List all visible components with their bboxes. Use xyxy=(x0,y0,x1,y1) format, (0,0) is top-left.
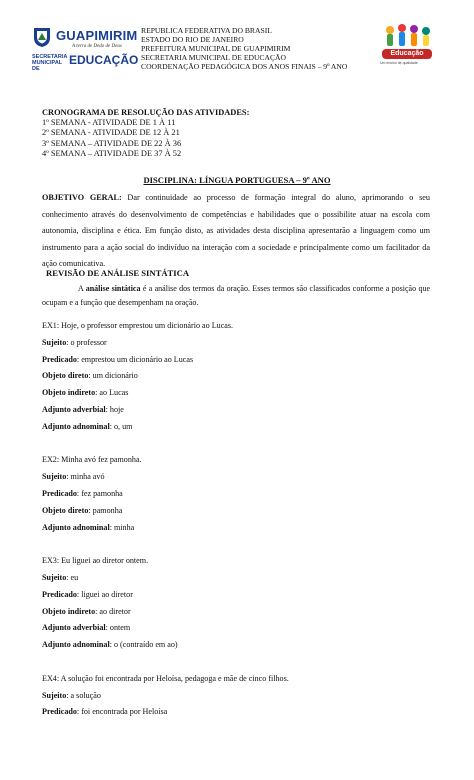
secretaria-label: SECRETARIA MUNICIPAL DE xyxy=(32,54,68,72)
term-label: Adjunto adnominal xyxy=(42,640,110,650)
schedule-item: 4º SEMANA – ATIVIDADE DE 37 À 52 xyxy=(42,148,182,158)
schedule-item: 3º SEMANA – ATIVIDADE DE 22 À 36 xyxy=(42,138,182,148)
term-row xyxy=(42,402,432,419)
example-sentence: EX4: A solução foi encontrada por Heloísa, pedagoga e mãe de cinco filhos. xyxy=(42,673,289,683)
term-label: Objeto direto xyxy=(42,505,89,515)
objective-text: Dar continuidade ao processo de formação integral do aluno, aprimorando o seu conhecimento através do desenvolvimento de competências e habilidades que o possibilite atuar na escola com autonomia, disciplina e ética. Em função disto, as atividades desta disciplina apresentarão a linguagem como um instrumento para a ação social do indivíduo na interação com a sociedade e principalmente como um facilitador da ação comunicativa. xyxy=(42,193,430,268)
term-value: : minha xyxy=(109,522,135,532)
education-logo-title: Educação xyxy=(382,49,432,59)
header-line: REPUBLICA FEDERATIVA DO BRASIL xyxy=(141,26,272,35)
guapimirim-logo xyxy=(32,26,139,76)
term-row xyxy=(42,469,432,486)
municipal-crest-icon xyxy=(32,26,52,48)
term-label: Predicado xyxy=(42,354,77,364)
example-sentence: EX1: Hoje, o professor emprestou um dicionário ao Lucas. xyxy=(42,321,234,330)
term-row xyxy=(42,419,432,436)
term-row xyxy=(42,486,432,503)
term-row xyxy=(42,637,432,654)
term-row xyxy=(42,368,432,385)
term-label: Predicado xyxy=(42,707,77,717)
header-line: COORDENAÇÃO PEDAGÓGICA DOS ANOS FINAIS – 9º ANO xyxy=(141,62,348,71)
term-value: : o professor xyxy=(66,337,107,347)
term-row xyxy=(42,520,432,537)
term-value: : um dicionário xyxy=(88,371,138,381)
term-row xyxy=(42,352,432,369)
term-label: Objeto indireto xyxy=(42,606,96,616)
education-logo-subtitle: Um ensino de qualidade xyxy=(380,61,418,65)
discipline-heading: DISCIPLINA: LÍNGUA PORTUGUESA – 9º ANO xyxy=(143,175,331,185)
intro-rest: é a análise dos termos da oração. Esses termos são classificados conforme a posição que ocupam e a função que desempenham na oração. xyxy=(42,284,430,307)
term-label: Predicado xyxy=(42,488,77,498)
term-value: : hoje xyxy=(105,404,124,414)
term-row xyxy=(42,587,432,604)
term-row xyxy=(42,704,432,721)
term-row xyxy=(42,688,432,705)
term-label: Sujeito xyxy=(42,572,67,582)
term-label: Objeto direto xyxy=(42,371,89,381)
term-value: : minha avó xyxy=(66,472,105,482)
schedule-item: 2º SEMANA - ATIVIDADE DE 12 À 21 xyxy=(42,128,180,138)
term-label: Sujeito xyxy=(42,690,67,700)
term-label: Sujeito xyxy=(42,472,67,482)
intro-prefix: A xyxy=(78,284,86,293)
brand-slogan: A terra de Dedo de Deus xyxy=(72,44,122,49)
header-line: ESTADO DO RIO DE JANEIRO xyxy=(141,35,244,44)
term-value: : liguei ao diretor xyxy=(76,589,133,599)
term-row xyxy=(42,503,432,520)
revision-intro xyxy=(42,282,430,310)
term-row xyxy=(42,335,432,352)
term-label: Sujeito xyxy=(42,337,67,347)
spacer xyxy=(42,536,432,553)
general-objective xyxy=(42,190,430,273)
term-label: Adjunto adverbial xyxy=(42,623,106,633)
term-label: Objeto indireto xyxy=(42,388,96,398)
schedule-title: CRONOGRAMA DE RESOLUÇÃO DAS ATIVIDADES: xyxy=(42,108,250,117)
term-row xyxy=(42,620,432,637)
term-label: Adjunto adverbial xyxy=(42,404,106,414)
schedule-item: 1º SEMANA - ATIVIDADE DE 1 À 11 xyxy=(42,118,176,128)
term-value: : o (contraído em ao) xyxy=(109,640,178,650)
examples-section xyxy=(42,318,432,721)
term-row xyxy=(42,385,432,402)
term-value: : ao Lucas xyxy=(95,388,129,398)
term-value: : emprestou um dicionário ao Lucas xyxy=(76,354,194,364)
intro-term: análise sintática xyxy=(85,284,141,293)
term-label: Adjunto adnominal xyxy=(42,522,110,532)
education-logo xyxy=(368,20,446,70)
children-figures-icon xyxy=(368,20,446,50)
example-sentence: EX3: Eu liguei ao diretor ontem. xyxy=(42,556,149,566)
activity-schedule xyxy=(42,108,249,159)
term-row xyxy=(42,570,432,587)
term-value: : ao diretor xyxy=(95,606,131,616)
objective-label: OBJETIVO GERAL: xyxy=(42,193,122,202)
example-sentence: EX2: Minha avó fez pamonha. xyxy=(42,455,142,465)
term-value: : pamonha xyxy=(88,505,123,515)
spacer xyxy=(42,654,432,671)
term-value: : eu xyxy=(66,572,79,582)
term-label: Adjunto adnominal xyxy=(42,421,110,431)
header-line: SECRETARIA MUNICIPAL DE EDUCAÇÃO xyxy=(141,53,287,62)
spacer xyxy=(42,436,432,453)
term-value: : o, um xyxy=(109,421,133,431)
brand-name: GUAPIMIRIM xyxy=(56,28,138,43)
document-header xyxy=(0,0,474,80)
revision-heading: REVISÃO DE ANÁLISE SINTÁTICA xyxy=(46,268,190,278)
educacao-label: EDUCAÇÃO xyxy=(69,53,139,67)
term-row xyxy=(42,604,432,621)
term-value: : foi encontrada por Heloísa xyxy=(76,707,168,717)
term-value: : ontem xyxy=(105,623,131,633)
term-label: Predicado xyxy=(42,589,77,599)
term-value: : a solução xyxy=(66,690,101,700)
institution-lines xyxy=(141,26,347,71)
header-line: PREFEITURA MUNICIPAL DE GUAPIMIRIM xyxy=(141,44,291,53)
term-value: : fez pamonha xyxy=(76,488,123,498)
